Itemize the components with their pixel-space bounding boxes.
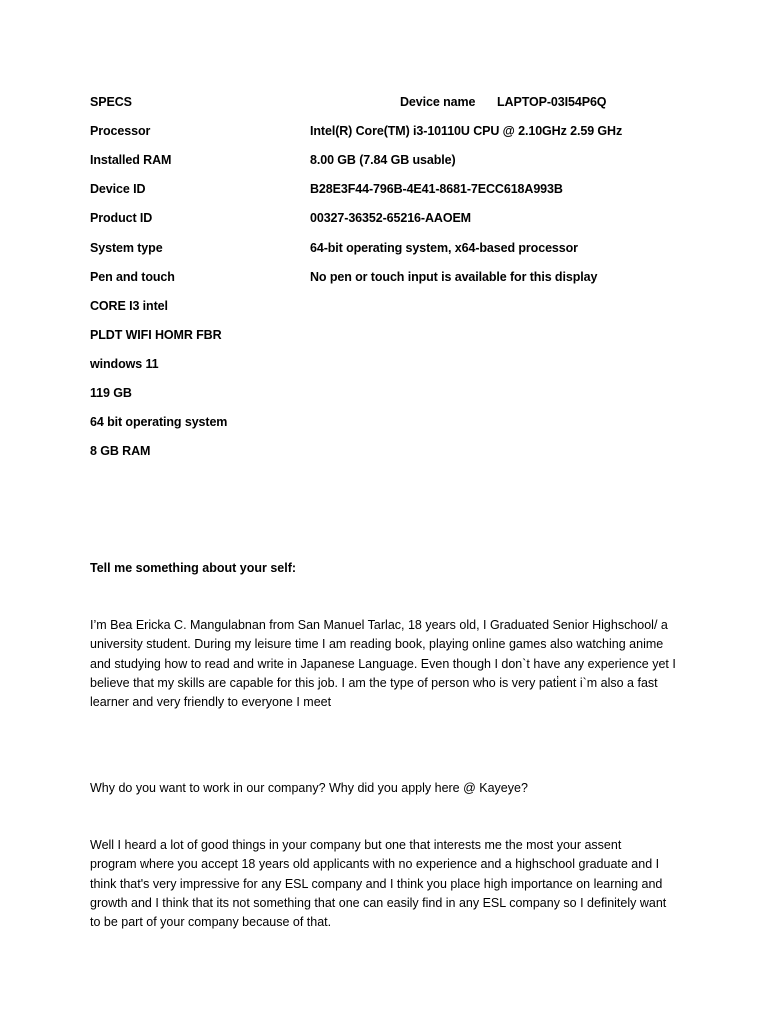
spec-label: Pen and touch — [90, 270, 175, 284]
extra-spec-line: 8 GB RAM — [90, 444, 151, 458]
paragraph-line: believe that my skills are capable for this job. I am the type of person who is very pati̇ent i`m also a fast — [90, 675, 658, 690]
extra-spec-line: 64 bit operating system — [90, 415, 228, 429]
specs-header-row — [90, 92, 710, 112]
paragraph-line: think that's very impressive for any ESL company and I think you place high importance on learning and — [90, 876, 663, 891]
paragraph-line: growth and I think that its not something that one can easily find in any ESL company so I definitely want — [90, 895, 667, 910]
question-why-company: Why do you want to work in our company? Why did you apply here @ Kayeye? — [90, 781, 528, 795]
spec-row-pen-and-touch — [90, 267, 710, 287]
extra-spec-line: windows 11 — [90, 357, 159, 371]
paragraph-line: university student. During my leisure time I am reading book, playing online games also watching anime — [90, 637, 664, 652]
paragraph-line: program where you accept 18 years old applicants with no experience and a highschool graduate and I — [90, 857, 660, 872]
paragraph-line: Well I heard a lot of good things in your company but one that interests me the most your assent — [90, 838, 622, 852]
spec-row-device-id — [90, 179, 710, 199]
answer-about-self — [90, 616, 710, 712]
paragraph-line: and studying how to read and write in Japanese Language. Even though I don`t have any experience yet I — [90, 656, 676, 671]
spec-label: Installed RAM — [90, 153, 172, 167]
spec-value: 8.00 GB (7.84 GB usable) — [310, 153, 456, 167]
spec-value: 64-bit operating system, x64-based processor — [310, 241, 578, 255]
specs-title: SPECS — [90, 95, 132, 109]
paragraph-line: to be part of your company because of that. — [90, 915, 332, 930]
spec-label: Device ID — [90, 182, 146, 196]
device-name-value: LAPTOP-03I54P6Q — [497, 95, 607, 109]
spec-label: System type — [90, 241, 163, 255]
spec-row-system-type — [90, 238, 710, 258]
spec-row-installed-ram — [90, 150, 710, 170]
paragraph-line: learner and very friendly to everyone I meet — [90, 695, 332, 710]
device-name-label: Device name — [400, 95, 476, 109]
spec-row-processor — [90, 121, 710, 141]
answer-why-company — [90, 836, 710, 932]
spec-value: Intel(R) Core(TM) i3-10110U CPU @ 2.10GHz 2.59 GHz — [310, 124, 623, 138]
paragraph-line: I’m Bea Ericka C. Mangulabnan from San Manuel Tarlac, 18 years old, I Graduated Senior Highschool/ a — [90, 618, 668, 632]
question-about-self: Tell me something about your self: — [90, 561, 297, 575]
extra-spec-line: 119 GB — [90, 386, 132, 400]
spec-label: Processor — [90, 124, 151, 138]
spec-row-product-id — [90, 208, 710, 228]
spec-value: 00327-36352-65216-AAOEM — [310, 211, 471, 225]
spec-value: No pen or touch input is available for this display — [310, 270, 598, 284]
spec-value: B28E3F44-796B-4E41-8681-7ECC618A993B — [310, 182, 563, 196]
extra-spec-line: CORE I3 intel — [90, 299, 168, 313]
spec-label: Product ID — [90, 211, 153, 225]
extra-spec-line: PLDT WIFI HOMR FBR — [90, 328, 222, 342]
